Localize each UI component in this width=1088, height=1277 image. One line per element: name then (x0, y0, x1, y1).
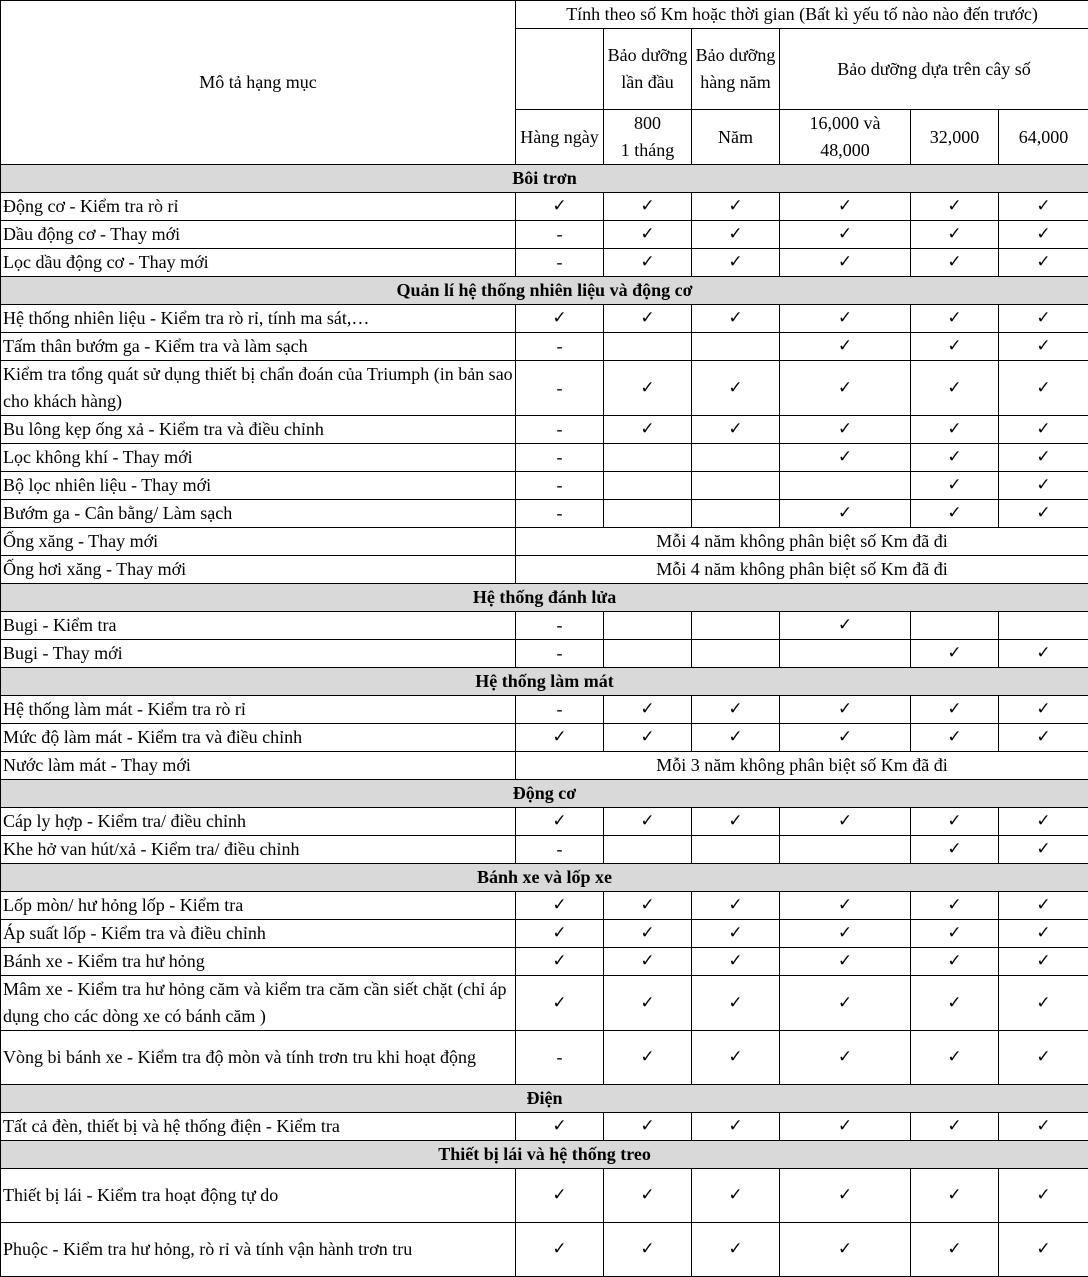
table-row (1, 1169, 1088, 1223)
check-mark-icon: ✓ (911, 444, 999, 472)
empty-cell (604, 612, 692, 640)
check-mark-icon: ✓ (999, 892, 1088, 920)
table-row (1, 808, 1088, 836)
check-mark-icon: ✓ (780, 221, 911, 249)
16000km-line1: 16,000 và (810, 113, 881, 133)
item-description: Lọc dầu động cơ - Thay mới (1, 249, 516, 277)
check-mark-icon: ✓ (604, 808, 692, 836)
dash-cell: - (516, 472, 604, 500)
table-row (1, 948, 1088, 976)
check-mark-icon: ✓ (780, 1031, 911, 1085)
32000km-column-header: 32,000 (911, 110, 999, 165)
section-header-row (1, 1085, 1088, 1113)
check-mark-icon: ✓ (604, 920, 692, 948)
check-mark-icon: ✓ (604, 361, 692, 416)
item-description: Thiết bị lái - Kiểm tra hoạt động tự do (1, 1169, 516, 1223)
check-mark-icon: ✓ (780, 920, 911, 948)
check-mark-icon: ✓ (999, 640, 1088, 668)
empty-cell (692, 444, 780, 472)
check-mark-icon: ✓ (516, 1223, 604, 1277)
check-mark-icon: ✓ (604, 249, 692, 277)
table-row (1, 752, 1088, 780)
dash-cell: - (516, 333, 604, 361)
check-mark-icon: ✓ (999, 920, 1088, 948)
table-row (1, 500, 1088, 528)
item-description: Phuộc - Kiểm tra hư hỏng, rò rỉ và tính vận hành trơn tru (1, 1223, 516, 1277)
check-mark-icon: ✓ (692, 696, 780, 724)
check-mark-icon: ✓ (780, 892, 911, 920)
check-mark-icon: ✓ (604, 892, 692, 920)
year-column-header: Năm (692, 110, 780, 165)
check-mark-icon: ✓ (999, 416, 1088, 444)
table-row (1, 920, 1088, 948)
check-mark-icon: ✓ (692, 361, 780, 416)
description-column-header: Mô tả hạng mục (1, 1, 516, 165)
item-description: Cáp ly hợp - Kiểm tra/ điều chỉnh (1, 808, 516, 836)
check-mark-icon: ✓ (911, 361, 999, 416)
section-header-row (1, 864, 1088, 892)
check-mark-icon: ✓ (911, 1223, 999, 1277)
dash-cell: - (516, 1031, 604, 1085)
table-row (1, 249, 1088, 277)
empty-cell (692, 333, 780, 361)
check-mark-icon: ✓ (999, 193, 1088, 221)
check-mark-icon: ✓ (604, 696, 692, 724)
empty-cell (692, 500, 780, 528)
empty-cell (604, 333, 692, 361)
check-mark-icon: ✓ (516, 808, 604, 836)
item-description: Bu lông kẹp ống xả - Kiểm tra và điều chỉnh (1, 416, 516, 444)
dash-cell: - (516, 416, 604, 444)
check-mark-icon: ✓ (999, 808, 1088, 836)
check-mark-icon: ✓ (692, 249, 780, 277)
800km-line2: 1 tháng (621, 140, 675, 160)
check-mark-icon: ✓ (692, 1223, 780, 1277)
section-title: Bôi trơn (1, 165, 1088, 193)
check-mark-icon: ✓ (911, 808, 999, 836)
table-row (1, 696, 1088, 724)
table-row (1, 836, 1088, 864)
check-mark-icon: ✓ (604, 1031, 692, 1085)
item-description: Nước làm mát - Thay mới (1, 752, 516, 780)
table-row (1, 361, 1088, 416)
dash-cell: - (516, 221, 604, 249)
table-row (1, 305, 1088, 333)
table-row (1, 221, 1088, 249)
check-mark-icon: ✓ (516, 724, 604, 752)
check-mark-icon: ✓ (516, 976, 604, 1031)
check-mark-icon: ✓ (999, 361, 1088, 416)
check-mark-icon: ✓ (999, 333, 1088, 361)
section-header-row (1, 1141, 1088, 1169)
check-mark-icon: ✓ (780, 976, 911, 1031)
item-description: Lọc không khí - Thay mới (1, 444, 516, 472)
empty-cell (692, 836, 780, 864)
interval-note: Mỗi 4 năm không phân biệt số Km đã đi (516, 528, 1088, 556)
empty-cell (604, 836, 692, 864)
check-mark-icon: ✓ (999, 500, 1088, 528)
item-description: Bugi - Kiểm tra (1, 612, 516, 640)
check-mark-icon: ✓ (911, 193, 999, 221)
16000km-line2: 48,000 (820, 140, 870, 160)
section-title: Điện (1, 1085, 1088, 1113)
section-header-row (1, 277, 1088, 305)
table-row (1, 528, 1088, 556)
check-mark-icon: ✓ (999, 1113, 1088, 1141)
dash-cell: - (516, 249, 604, 277)
check-mark-icon: ✓ (911, 696, 999, 724)
dash-cell: - (516, 500, 604, 528)
item-description: Tấm thân bướm ga - Kiểm tra và làm sạch (1, 333, 516, 361)
dash-cell: - (516, 640, 604, 668)
check-mark-icon: ✓ (604, 948, 692, 976)
check-mark-icon: ✓ (780, 724, 911, 752)
table-row (1, 1031, 1088, 1085)
check-mark-icon: ✓ (911, 305, 999, 333)
check-mark-icon: ✓ (604, 221, 692, 249)
check-mark-icon: ✓ (780, 444, 911, 472)
table-row (1, 1113, 1088, 1141)
check-mark-icon: ✓ (604, 976, 692, 1031)
check-mark-icon: ✓ (911, 1031, 999, 1085)
check-mark-icon: ✓ (911, 836, 999, 864)
check-mark-icon: ✓ (999, 724, 1088, 752)
item-description: Bướm ga - Cân bằng/ Làm sạch (1, 500, 516, 528)
section-title: Quản lí hệ thống nhiên liệu và động cơ (1, 277, 1088, 305)
table-row (1, 416, 1088, 444)
section-header-row (1, 165, 1088, 193)
check-mark-icon: ✓ (692, 416, 780, 444)
check-mark-icon: ✓ (780, 1169, 911, 1223)
item-description: Bánh xe - Kiểm tra hư hỏng (1, 948, 516, 976)
check-mark-icon: ✓ (780, 305, 911, 333)
check-mark-icon: ✓ (999, 976, 1088, 1031)
section-title: Hệ thống làm mát (1, 668, 1088, 696)
check-mark-icon: ✓ (516, 1113, 604, 1141)
check-mark-icon: ✓ (692, 221, 780, 249)
800km-line1: 800 (634, 113, 661, 133)
item-description: Bugi - Thay mới (1, 640, 516, 668)
check-mark-icon: ✓ (604, 1169, 692, 1223)
table-row (1, 724, 1088, 752)
check-mark-icon: ✓ (911, 1113, 999, 1141)
item-description: Áp suất lốp - Kiểm tra và điều chỉnh (1, 920, 516, 948)
table-header (1, 1, 1088, 165)
800km-column-header (604, 110, 692, 165)
check-mark-icon: ✓ (780, 193, 911, 221)
empty-cell (604, 640, 692, 668)
empty-cell (692, 640, 780, 668)
interval-note: Mỗi 4 năm không phân biệt số Km đã đi (516, 556, 1088, 584)
table-row (1, 976, 1088, 1031)
check-mark-icon: ✓ (604, 305, 692, 333)
section-header-row (1, 668, 1088, 696)
check-mark-icon: ✓ (999, 1169, 1088, 1223)
mileage-service-header: Bảo dưỡng dựa trên cây số (780, 29, 1088, 110)
check-mark-icon: ✓ (911, 1169, 999, 1223)
check-mark-icon: ✓ (604, 724, 692, 752)
item-description: Ống hơi xăng - Thay mới (1, 556, 516, 584)
check-mark-icon: ✓ (999, 836, 1088, 864)
table-body (1, 165, 1088, 1277)
annual-service-header: Bảo dưỡng hàng năm (692, 29, 780, 110)
table-row (1, 333, 1088, 361)
check-mark-icon: ✓ (999, 948, 1088, 976)
section-title: Thiết bị lái và hệ thống treo (1, 1141, 1088, 1169)
64000km-column-header: 64,000 (999, 110, 1088, 165)
section-title: Bánh xe và lốp xe (1, 864, 1088, 892)
check-mark-icon: ✓ (692, 305, 780, 333)
check-mark-icon: ✓ (604, 1113, 692, 1141)
check-mark-icon: ✓ (911, 892, 999, 920)
check-mark-icon: ✓ (911, 724, 999, 752)
check-mark-icon: ✓ (999, 472, 1088, 500)
item-description: Hệ thống làm mát - Kiểm tra rò rỉ (1, 696, 516, 724)
check-mark-icon: ✓ (516, 948, 604, 976)
check-mark-icon: ✓ (911, 948, 999, 976)
check-mark-icon: ✓ (999, 249, 1088, 277)
check-mark-icon: ✓ (780, 1223, 911, 1277)
section-title: Động cơ (1, 780, 1088, 808)
check-mark-icon: ✓ (911, 249, 999, 277)
dash-cell: - (516, 612, 604, 640)
check-mark-icon: ✓ (999, 221, 1088, 249)
table-row (1, 444, 1088, 472)
empty-cell (604, 444, 692, 472)
table-row (1, 556, 1088, 584)
check-mark-icon: ✓ (692, 892, 780, 920)
check-mark-icon: ✓ (692, 920, 780, 948)
check-mark-icon: ✓ (911, 500, 999, 528)
table-row (1, 892, 1088, 920)
check-mark-icon: ✓ (780, 333, 911, 361)
check-mark-icon: ✓ (692, 948, 780, 976)
item-description: Tất cả đèn, thiết bị và hệ thống điện - Kiểm tra (1, 1113, 516, 1141)
check-mark-icon: ✓ (780, 249, 911, 277)
check-mark-icon: ✓ (780, 361, 911, 416)
daily-column-header: Hàng ngày (516, 110, 604, 165)
item-description: Động cơ - Kiểm tra rò rỉ (1, 193, 516, 221)
empty-cell (780, 836, 911, 864)
check-mark-icon: ✓ (911, 640, 999, 668)
check-mark-icon: ✓ (999, 444, 1088, 472)
empty-cell (604, 500, 692, 528)
check-mark-icon: ✓ (516, 920, 604, 948)
check-mark-icon: ✓ (911, 221, 999, 249)
check-mark-icon: ✓ (692, 976, 780, 1031)
check-mark-icon: ✓ (692, 193, 780, 221)
item-description: Dầu động cơ - Thay mới (1, 221, 516, 249)
interval-note: Mỗi 3 năm không phân biệt số Km đã đi (516, 752, 1088, 780)
blank-header-cell (516, 29, 604, 110)
check-mark-icon: ✓ (692, 1031, 780, 1085)
empty-cell (692, 472, 780, 500)
check-mark-icon: ✓ (780, 1113, 911, 1141)
table-row (1, 612, 1088, 640)
item-description: Hệ thống nhiên liệu - Kiểm tra rò rỉ, tính ma sát,… (1, 305, 516, 333)
check-mark-icon: ✓ (692, 1113, 780, 1141)
check-mark-icon: ✓ (780, 500, 911, 528)
check-mark-icon: ✓ (999, 305, 1088, 333)
item-description: Bộ lọc nhiên liệu - Thay mới (1, 472, 516, 500)
check-mark-icon: ✓ (911, 416, 999, 444)
check-mark-icon: ✓ (999, 1031, 1088, 1085)
item-description: Lốp mòn/ hư hỏng lốp - Kiểm tra (1, 892, 516, 920)
table-row (1, 1223, 1088, 1277)
check-mark-icon: ✓ (516, 1169, 604, 1223)
check-mark-icon: ✓ (780, 612, 911, 640)
check-mark-icon: ✓ (911, 472, 999, 500)
dash-cell: - (516, 361, 604, 416)
dash-cell: - (516, 444, 604, 472)
dash-cell: - (516, 836, 604, 864)
check-mark-icon: ✓ (780, 808, 911, 836)
empty-cell (604, 472, 692, 500)
check-mark-icon: ✓ (604, 1223, 692, 1277)
interval-basis-header: Tính theo số Km hoặc thời gian (Bất kì yếu tố nào nào đến trước) (516, 1, 1088, 29)
check-mark-icon: ✓ (692, 724, 780, 752)
check-mark-icon: ✓ (911, 333, 999, 361)
check-mark-icon: ✓ (516, 892, 604, 920)
empty-cell (911, 612, 999, 640)
empty-cell (780, 472, 911, 500)
16000km-column-header (780, 110, 911, 165)
check-mark-icon: ✓ (911, 976, 999, 1031)
table-row (1, 193, 1088, 221)
dash-cell: - (516, 696, 604, 724)
check-mark-icon: ✓ (911, 920, 999, 948)
item-description: Mâm xe - Kiểm tra hư hỏng căm và kiểm tra căm cần siết chặt (chỉ áp dụng cho các dòng xe có bánh căm ) (1, 976, 516, 1031)
check-mark-icon: ✓ (604, 416, 692, 444)
check-mark-icon: ✓ (780, 416, 911, 444)
check-mark-icon: ✓ (516, 193, 604, 221)
table-row (1, 640, 1088, 668)
section-header-row (1, 584, 1088, 612)
check-mark-icon: ✓ (692, 1169, 780, 1223)
check-mark-icon: ✓ (999, 696, 1088, 724)
check-mark-icon: ✓ (780, 696, 911, 724)
empty-cell (692, 612, 780, 640)
item-description: Ống xăng - Thay mới (1, 528, 516, 556)
empty-cell (780, 640, 911, 668)
table-row (1, 472, 1088, 500)
empty-cell (999, 612, 1088, 640)
check-mark-icon: ✓ (780, 948, 911, 976)
check-mark-icon: ✓ (692, 808, 780, 836)
section-title: Hệ thống đánh lửa (1, 584, 1088, 612)
item-description: Kiểm tra tổng quát sử dụng thiết bị chẩn đoán của Triumph (in bản sao cho khách hàng) (1, 361, 516, 416)
check-mark-icon: ✓ (999, 1223, 1088, 1277)
check-mark-icon: ✓ (516, 305, 604, 333)
item-description: Khe hở van hút/xả - Kiểm tra/ điều chỉnh (1, 836, 516, 864)
item-description: Vòng bi bánh xe - Kiểm tra độ mòn và tính trơn tru khi hoạt động (1, 1031, 516, 1085)
section-header-row (1, 780, 1088, 808)
check-mark-icon: ✓ (604, 193, 692, 221)
first-service-header: Bảo dưỡng lần đầu (604, 29, 692, 110)
item-description: Mức độ làm mát - Kiểm tra và điều chỉnh (1, 724, 516, 752)
